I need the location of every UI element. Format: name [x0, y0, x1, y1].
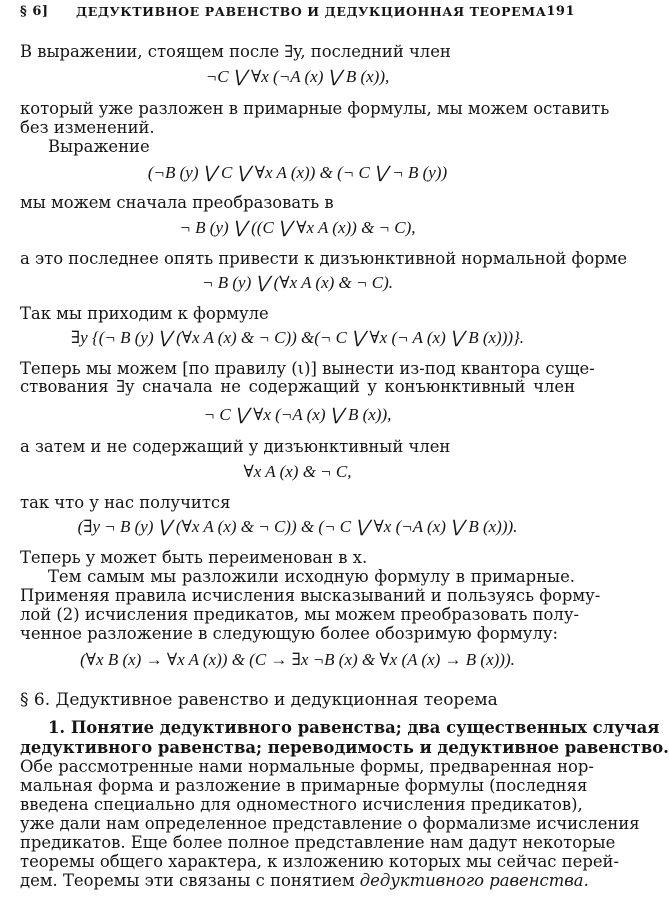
text-line: теоремы общего характера, к изложению которых мы сейчас перей- — [20, 852, 619, 871]
formula: (∀x B (x) → ∀x A (x)) & (C → ∃x ¬B (x) & ∀x (A (x) → B (x))). — [80, 650, 515, 669]
formula: ¬ C ⋁ ∀x (¬A (x) ⋁ B (x)), — [203, 405, 392, 424]
formula: (¬B (y) ⋁ C ⋁ ∀x A (x)) & (¬ C ⋁ ¬ B (y)) — [147, 163, 448, 182]
formula: ¬ B (y) ⋁ (∀x A (x) & ¬ C). — [202, 273, 393, 292]
running-header — [20, 4, 575, 22]
emphasized-term: дедуктивного равенства. — [359, 871, 589, 890]
formula: ∃y {(¬ B (y) ⋁ (∀x A (x) & ¬ C)) &(¬ C ⋁ ∀x (¬ A (x) ⋁ B (x)))}. — [70, 328, 525, 347]
text-line-start: дем. Теоремы эти связаны с понятием — [20, 871, 355, 890]
text-line: предикатов. Еще более полное представление нам дадут некоторые — [20, 833, 616, 852]
text-line: без изменений. — [20, 118, 155, 137]
text-line: лой (2) исчисления предикатов, мы можем преобразовать полу- — [20, 605, 580, 624]
page-number: 191 — [546, 4, 575, 19]
formula: ¬ B (y) ⋁ ((C ⋁ ∀x A (x)) & ¬ C), — [179, 218, 416, 237]
text-line: а затем и не содержащий y дизъюнктивный член — [20, 437, 451, 456]
text-line: Применяя правила исчисления высказываний и пользуясь форму- — [20, 586, 601, 605]
text-line: В выражении, стоящем после ∃y, последний член — [20, 42, 451, 61]
text-line — [20, 871, 589, 891]
section-heading: § 6. Дедуктивное равенство и дедукционная теорема — [20, 690, 498, 710]
formula: (∃y ¬ B (y) ⋁ (∀x A (x) & ¬ C)) & (¬ C ⋁ ∀x (¬A (x) ⋁ B (x))). — [77, 517, 518, 536]
text-line: Так мы приходим к формуле — [20, 304, 269, 323]
formula: ∀x A (x) & ¬ C, — [243, 462, 352, 481]
text-line: а это последнее опять привести к дизъюнктивной нормальной форме — [20, 249, 628, 268]
header-section: § 6] — [20, 4, 49, 19]
subsection-heading: 1. Понятие дедуктивного равенства; два существенных случая — [48, 718, 660, 737]
text-line: ствования ∃y сначала не содержащий y конъюнктивный член — [20, 377, 575, 396]
header-title: ДЕДУКТИВНОЕ РАВЕНСТВО И ДЕДУКЦИОННАЯ ТЕОРЕМА — [76, 4, 547, 19]
text-line: Тем самым мы разложили исходную формулу в примарные. — [48, 567, 575, 586]
text-line: мальная форма и разложение в примарные формулы (последняя — [20, 776, 588, 795]
text-line: мы можем сначала преобразовать в — [20, 193, 334, 212]
text-line: Теперь мы можем [по правилу (ι)] вынести из-под квантора суще- — [20, 359, 595, 378]
formula: ¬C ⋁ ∀x (¬A (x) ⋁ B (x)), — [205, 67, 390, 86]
text-line: который уже разложен в примарные формулы, мы можем оставить — [20, 99, 610, 118]
subsection-heading: дедуктивного равенства; переводимость и дедуктивное равенство. — [20, 738, 669, 757]
text-line: ченное разложение в следующую более обозримую формулу: — [20, 624, 559, 643]
text-line: Выражение — [48, 137, 150, 156]
text-line: введена специально для одноместного исчисления предикатов), — [20, 795, 583, 814]
text-line: так что у нас получится — [20, 493, 231, 512]
text-line: Обе рассмотренные нами нормальные формы, предваренная нор- — [20, 757, 594, 776]
text-line: Теперь y может быть переименован в x. — [20, 548, 368, 567]
text-line: уже дали нам определенное представление о формализме исчисления — [20, 814, 640, 833]
